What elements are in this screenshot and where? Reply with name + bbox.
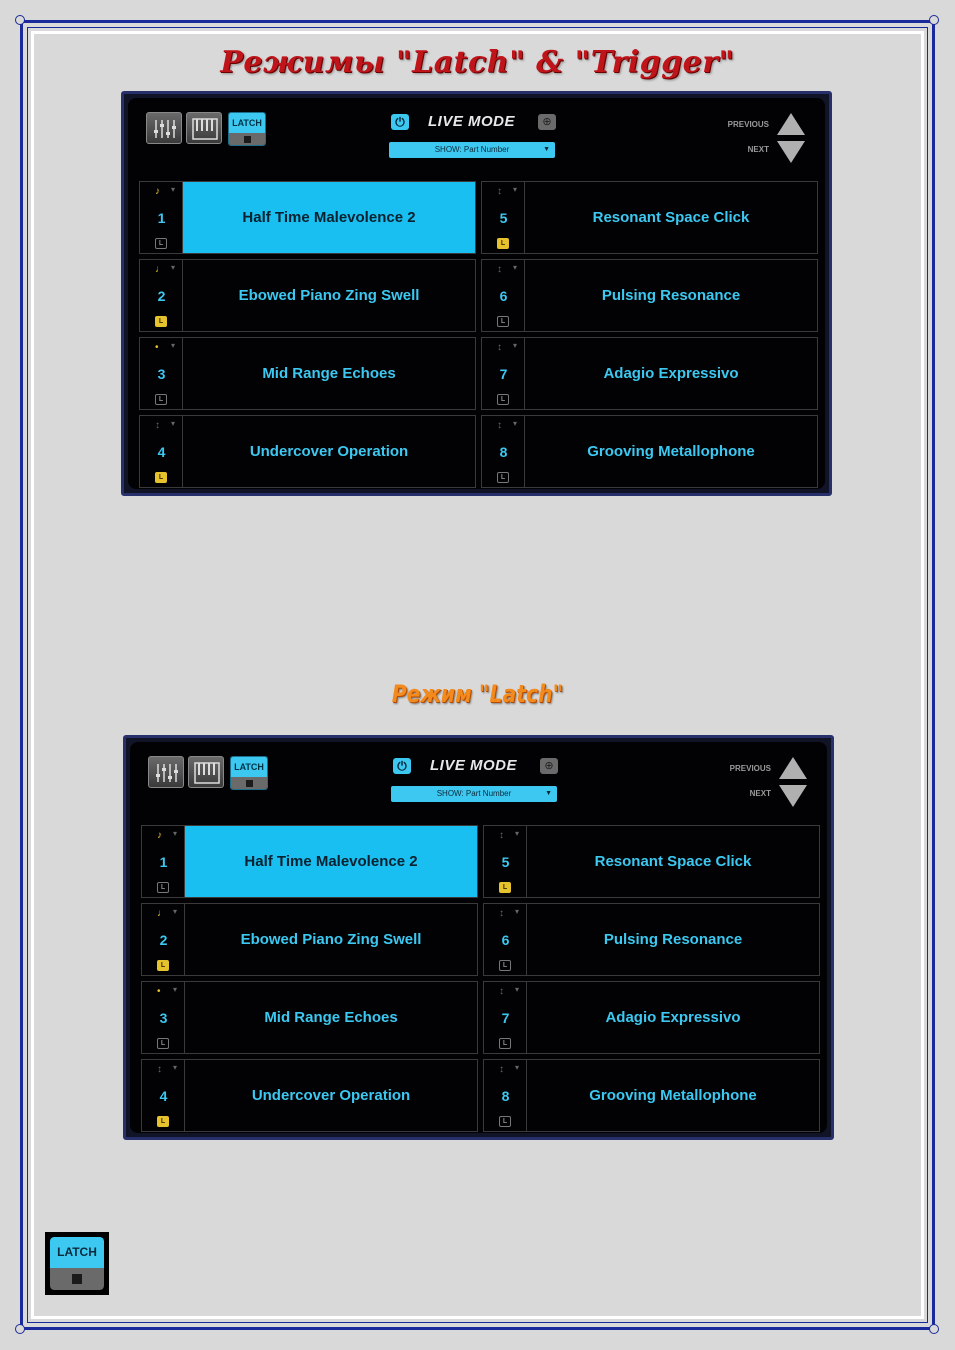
part-slot[interactable] (483, 1059, 820, 1132)
part-slot-sidebar (140, 416, 183, 487)
latch-indicator (229, 133, 265, 146)
latch-badge[interactable]: L (155, 238, 167, 249)
section-title-latch: Режим "Latch" (391, 680, 564, 708)
part-slot-sidebar (484, 826, 527, 897)
part-number: 4 (157, 444, 166, 460)
note-icon: ↕ (497, 342, 502, 353)
part-slot[interactable] (139, 181, 476, 254)
live-mode-panel (121, 91, 832, 496)
keyboard-button[interactable] (186, 112, 222, 144)
part-name: Half Time Malevolence 2 (185, 826, 477, 897)
part-slot-sidebar (482, 416, 525, 487)
latch-button[interactable] (228, 112, 266, 146)
live-mode-title: LIVE MODE (428, 113, 516, 130)
chevron-down-icon: ▼ (543, 146, 550, 153)
latch-badge[interactable]: L (157, 1038, 169, 1049)
show-dropdown[interactable] (389, 142, 555, 158)
part-number: 8 (499, 444, 508, 460)
keyboard-icon (194, 762, 220, 784)
part-slot[interactable] (139, 415, 476, 488)
previous-label: PREVIOUS (729, 764, 771, 773)
part-number: 5 (501, 854, 510, 870)
part-options-icon[interactable]: ▾ (173, 985, 178, 994)
latch-badge[interactable]: L (499, 1038, 511, 1049)
part-slot-sidebar (482, 338, 525, 409)
part-options-icon[interactable]: ▾ (513, 185, 518, 194)
panel-body (128, 98, 825, 489)
part-slot[interactable] (141, 1059, 478, 1132)
part-options-icon[interactable]: ▾ (513, 263, 518, 272)
part-name: Pulsing Resonance (603, 931, 743, 948)
part-slot-sidebar (140, 338, 183, 409)
previous-arrow-icon[interactable] (779, 757, 807, 779)
part-name: Pulsing Resonance (601, 287, 741, 304)
latch-button-large-label: LATCH (50, 1237, 104, 1268)
part-number: 2 (157, 288, 166, 304)
part-slot-sidebar (142, 826, 185, 897)
part-slot[interactable] (139, 337, 476, 410)
latch-badge[interactable]: L (499, 960, 511, 971)
live-mode-panel (123, 735, 834, 1140)
previous-arrow-icon[interactable] (777, 113, 805, 135)
note-icon: ↕ (497, 186, 502, 197)
note-icon: • (157, 986, 161, 997)
latch-label: LATCH (229, 113, 265, 133)
part-options-icon[interactable]: ▾ (513, 341, 518, 350)
note-icon: ↕ (499, 986, 504, 997)
part-name: Half Time Malevolence 2 (183, 182, 475, 253)
latch-badge[interactable]: L (499, 1116, 511, 1127)
part-slot[interactable] (481, 181, 818, 254)
part-slot[interactable] (141, 825, 478, 898)
part-slot[interactable] (483, 825, 820, 898)
part-options-icon[interactable]: ▾ (171, 341, 176, 350)
corner-ornament (929, 1324, 939, 1334)
part-slot[interactable] (481, 415, 818, 488)
part-options-icon[interactable]: ▾ (173, 907, 178, 916)
part-name: Ebowed Piano Zing Swell (240, 931, 422, 948)
latch-indicator (231, 777, 267, 790)
part-slot[interactable] (141, 981, 478, 1054)
show-dropdown-value: SHOW: Part Number (434, 145, 510, 154)
part-options-icon[interactable]: ▾ (173, 829, 178, 838)
zoom-icon[interactable]: ⊕ (538, 114, 556, 130)
next-label: NEXT (749, 789, 771, 798)
latch-badge[interactable]: L (155, 316, 167, 327)
power-icon[interactable]: ⏻ (393, 758, 411, 774)
part-slot[interactable] (481, 337, 818, 410)
keyboard-button[interactable] (188, 756, 224, 788)
part-number: 7 (499, 366, 508, 382)
part-slot-sidebar (484, 1060, 527, 1131)
note-icon: ♩ (155, 264, 165, 275)
corner-ornament (929, 15, 939, 25)
panel-body (130, 742, 827, 1133)
part-slot[interactable] (483, 981, 820, 1054)
part-slot-sidebar (140, 260, 183, 331)
part-options-icon[interactable]: ▾ (515, 985, 520, 994)
latch-badge[interactable]: L (157, 1116, 169, 1127)
latch-badge[interactable]: L (155, 472, 167, 483)
part-options-icon[interactable]: ▾ (515, 1063, 520, 1072)
part-number: 1 (159, 854, 168, 870)
part-slot-sidebar (142, 1060, 185, 1131)
corner-ornament (15, 1324, 25, 1334)
latch-label: LATCH (231, 757, 267, 777)
part-options-icon[interactable]: ▾ (171, 185, 176, 194)
part-slot-sidebar (142, 904, 185, 975)
next-label: NEXT (747, 145, 769, 154)
part-name: Undercover Operation (251, 1087, 411, 1104)
part-number: 7 (501, 1010, 510, 1026)
live-mode-title: LIVE MODE (430, 757, 518, 774)
latch-badge[interactable]: L (497, 472, 509, 483)
part-name: Ebowed Piano Zing Swell (238, 287, 420, 304)
mixer-button[interactable] (148, 756, 184, 788)
note-icon: ↕ (499, 1064, 504, 1075)
latch-badge[interactable]: L (497, 238, 509, 249)
note-icon: ↕ (497, 264, 502, 275)
part-name: Grooving Metallophone (589, 1087, 757, 1104)
part-options-icon[interactable]: ▾ (173, 1063, 178, 1072)
next-arrow-icon[interactable] (777, 141, 805, 163)
part-number: 1 (157, 210, 166, 226)
next-arrow-icon[interactable] (779, 785, 807, 807)
part-slot[interactable] (139, 259, 476, 332)
part-number: 6 (499, 288, 508, 304)
part-name: Mid Range Echoes (264, 1009, 398, 1026)
part-name: Undercover Operation (249, 443, 409, 460)
part-slot-sidebar (140, 182, 183, 253)
part-slot-sidebar (484, 982, 527, 1053)
power-icon[interactable]: ⏻ (391, 114, 409, 130)
part-options-icon[interactable]: ▾ (171, 419, 176, 428)
part-slot[interactable] (483, 903, 820, 976)
part-name: Mid Range Echoes (262, 365, 396, 382)
part-slot-sidebar (484, 904, 527, 975)
show-dropdown-value: SHOW: Part Number (436, 789, 512, 798)
note-icon: ↕ (499, 908, 504, 919)
latch-badge[interactable]: L (497, 316, 509, 327)
page-title: Режимы "Latch" & "Trigger" (220, 45, 735, 80)
latch-badge[interactable]: L (155, 394, 167, 405)
part-options-icon[interactable]: ▾ (513, 419, 518, 428)
part-options-icon[interactable]: ▾ (171, 263, 176, 272)
note-icon: ↕ (155, 420, 160, 431)
part-number: 2 (159, 932, 168, 948)
corner-ornament (15, 15, 25, 25)
latch-button-large[interactable] (45, 1232, 109, 1295)
latch-badge[interactable]: L (157, 882, 169, 893)
part-number: 3 (157, 366, 166, 382)
part-options-icon[interactable]: ▾ (515, 907, 520, 916)
note-icon: ♪ (157, 830, 162, 841)
part-name: Resonant Space Click (594, 853, 752, 870)
part-number: 6 (501, 932, 510, 948)
note-icon: ↕ (499, 830, 504, 841)
latch-badge[interactable]: L (497, 394, 509, 405)
latch-button-large-indicator (50, 1268, 104, 1290)
note-icon: ↕ (157, 1064, 162, 1075)
part-name: Adagio Expressivo (605, 1009, 741, 1026)
zoom-icon[interactable]: ⊕ (540, 758, 558, 774)
note-icon: • (155, 342, 159, 353)
previous-label: PREVIOUS (727, 120, 769, 129)
part-slot-sidebar (482, 182, 525, 253)
keyboard-icon (192, 118, 218, 140)
chevron-down-icon: ▼ (545, 790, 552, 797)
part-number: 4 (159, 1088, 168, 1104)
part-number: 3 (159, 1010, 168, 1026)
note-icon: ↕ (497, 420, 502, 431)
note-icon: ♪ (155, 186, 160, 197)
part-slot[interactable] (141, 903, 478, 976)
part-slot-sidebar (142, 982, 185, 1053)
part-slot[interactable] (481, 259, 818, 332)
latch-button-large-body (50, 1237, 104, 1290)
mixer-icon (154, 762, 180, 784)
mixer-icon (152, 118, 178, 140)
part-number: 5 (499, 210, 508, 226)
latch-badge[interactable]: L (157, 960, 169, 971)
part-slot-sidebar (482, 260, 525, 331)
note-icon: ♩ (157, 908, 167, 919)
part-number: 8 (501, 1088, 510, 1104)
part-name: Adagio Expressivo (603, 365, 739, 382)
show-dropdown[interactable] (391, 786, 557, 802)
part-name: Resonant Space Click (592, 209, 750, 226)
part-options-icon[interactable]: ▾ (515, 829, 520, 838)
part-name: Grooving Metallophone (587, 443, 755, 460)
latch-badge[interactable]: L (499, 882, 511, 893)
mixer-button[interactable] (146, 112, 182, 144)
latch-button[interactable] (230, 756, 268, 790)
